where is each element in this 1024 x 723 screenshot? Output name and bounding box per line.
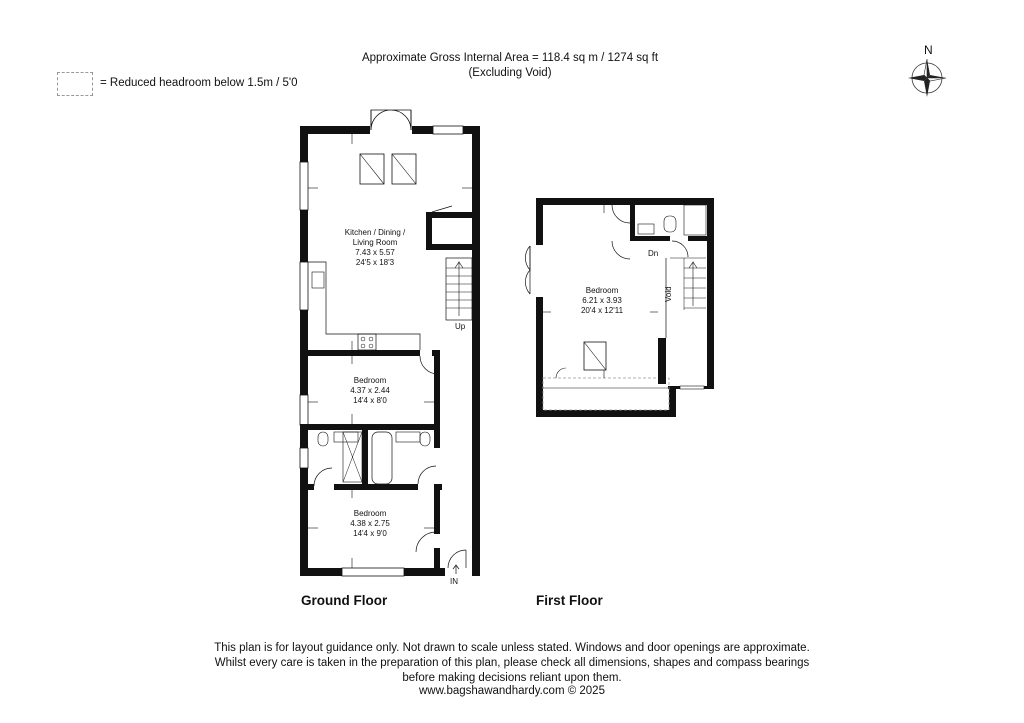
disclaimer: [150, 641, 874, 686]
stairs-down-label: Dn: [648, 249, 659, 258]
room-metric: 4.38 x 2.75: [350, 519, 390, 528]
room-name-line-2: Living Room: [352, 238, 398, 247]
room-kitchen-dining-living: [330, 228, 420, 268]
disclaimer-line-3: before making decisions reliant upon them.: [402, 672, 622, 684]
disclaimer-line-1: This plan is for layout guidance only. Not drawn to scale unless stated. Windows and door openings are approximate.: [214, 642, 810, 654]
compass-north-label: N: [924, 43, 933, 57]
area-line-1: Approximate Gross Internal Area = 118.4 sq m / 1274 sq ft: [361, 52, 659, 64]
room-imperial: 14'4 x 9'0: [353, 529, 387, 538]
ground-floor-label: Ground Floor: [301, 593, 388, 608]
room-name: Bedroom: [353, 509, 387, 518]
room-imperial: 14'4 x 8'0: [353, 396, 387, 405]
room-bedroom-1: [330, 376, 410, 406]
stairs-up-label: Up: [455, 322, 466, 331]
room-bedroom-2: [330, 509, 410, 539]
first-floor-label: First Floor: [536, 593, 603, 608]
room-name-line-1: Kitchen / Dining /: [344, 228, 406, 237]
room-name: Bedroom: [353, 376, 387, 385]
entrance-label: IN: [450, 577, 458, 586]
room-metric: 6.21 x 3.93: [582, 296, 622, 305]
ground-floor-plan: [300, 110, 480, 576]
room-first-floor-bedroom: [562, 286, 642, 316]
room-imperial: 24'5 x 18'3: [355, 258, 395, 267]
area-line-2: (Excluding Void): [468, 67, 552, 79]
room-imperial: 20'4 x 12'11: [580, 306, 624, 315]
website-link[interactable]: www.bagshawandhardy.com © 2025: [419, 685, 605, 697]
room-metric: 4.37 x 2.44: [350, 386, 390, 395]
room-name: Bedroom: [585, 286, 619, 295]
disclaimer-line-2: Whilst every care is taken in the preparation of this plan, please check all dimensions, shapes and compass bearings: [214, 657, 810, 669]
void-label: Void: [664, 286, 673, 302]
legend-text: = Reduced headroom below 1.5m / 5'0: [100, 77, 298, 89]
room-metric: 7.43 x 5.57: [355, 248, 395, 257]
